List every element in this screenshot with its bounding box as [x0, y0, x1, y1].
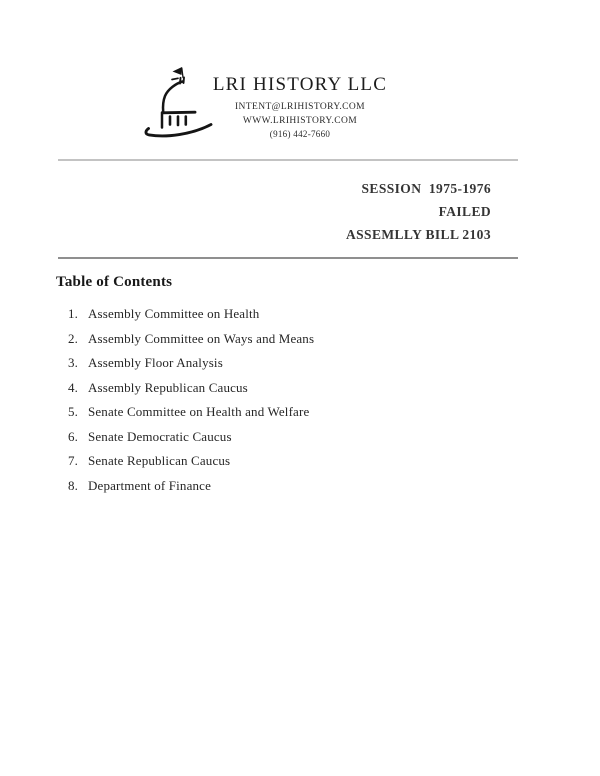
- toc-item: [68, 429, 314, 445]
- toc-item: [68, 478, 314, 494]
- company-email: INTENT@LRIHISTORY.COM: [234, 102, 365, 112]
- toc-heading: Table of Contents: [56, 274, 173, 290]
- toc-item-number: 8.: [68, 477, 79, 493]
- status-line: FAILED: [438, 204, 491, 219]
- toc-item-label: Assembly Floor Analysis: [88, 355, 223, 370]
- toc-item-label: Department of Finance: [88, 477, 211, 493]
- toc-item-label: Assembly Republican Caucus: [88, 379, 248, 395]
- letterhead: [150, 74, 450, 142]
- toc-item-number: 6.: [68, 428, 79, 444]
- company-name: LRI HISTORY LLC: [212, 74, 388, 95]
- toc-item-number: 7.: [68, 453, 79, 468]
- case-info: [346, 177, 491, 246]
- toc-item: [68, 404, 314, 420]
- toc-item-label: Assembly Committee on Health: [88, 306, 260, 321]
- divider-bottom: [58, 257, 518, 259]
- toc-item-number: 3.: [68, 355, 79, 370]
- toc-item: [68, 453, 314, 469]
- session-line: SESSION 1975-1976: [361, 181, 491, 196]
- toc-item-number: 2.: [68, 330, 79, 346]
- company-website: WWW.LRIHISTORY.COM: [242, 115, 358, 126]
- toc-item-label: Senate Democratic Caucus: [88, 428, 232, 444]
- bill-line: ASSEMLLY BILL 2103: [345, 227, 491, 242]
- toc-item: [68, 306, 314, 322]
- toc-item: [68, 380, 314, 396]
- toc-item-label: Senate Republican Caucus: [88, 453, 231, 468]
- company-phone: (916) 442-7660: [269, 129, 331, 139]
- toc-item-number: 4.: [68, 379, 79, 395]
- toc-item-number: 5.: [68, 404, 79, 419]
- divider-top: [58, 159, 518, 161]
- toc-item-label: Assembly Committee on Ways and Means: [88, 330, 315, 346]
- toc-item-label: Senate Committee on Health and Welfare: [88, 404, 310, 419]
- toc-item: [68, 355, 314, 371]
- toc-list: [68, 306, 314, 502]
- toc-item-number: 1.: [68, 306, 79, 321]
- toc-item: [68, 331, 314, 347]
